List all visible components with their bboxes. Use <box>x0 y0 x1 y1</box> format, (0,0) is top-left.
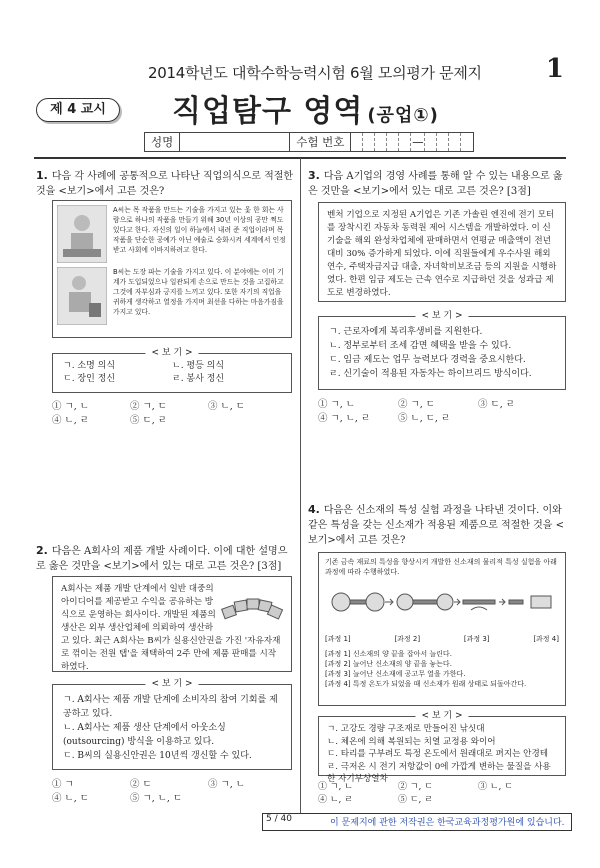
column-divider <box>300 158 301 813</box>
bogi-item: ㄹ. 봉사 정신 <box>172 374 225 384</box>
question-text: 다음 각 사례에 공통적으로 나타난 직업의식으로 적절한 것을 <보기>에서 고른 것은? <box>36 171 294 197</box>
id-digit-cell[interactable] <box>437 133 449 151</box>
step-label: [과정 1] <box>325 635 351 643</box>
student-id-box <box>144 132 474 152</box>
answer-option[interactable]: ① ㄱ, ㄴ <box>52 401 89 412</box>
passage-text: A회사는 제품 개발 단계에서 일반 대중의 아이디어를 제공받고 수익을 공유하는 방식으로 운영하는 회사이다. 개발된 제품의 생산은 외부 생산업체에 의뢰하여 생산하고 있다. 최근 A회사는 B씨가 실용신안권을 가진 '자유자재로 꺾이는 전원 탭'을 채택하여 2주 만에 제품 판매를 시작하였다. <box>61 584 281 672</box>
id-digit-cell[interactable] <box>375 133 387 151</box>
question-4-stem <box>308 502 566 548</box>
bogi-item: ㄷ. B씨의 실용신안권은 10년씩 갱신할 수 있다. <box>63 751 252 761</box>
id-digit-cell[interactable] <box>351 133 363 151</box>
question-2-stem <box>36 543 294 574</box>
question-1-stem <box>36 168 294 199</box>
question-1-bogi <box>52 348 292 393</box>
footer-page: 5 <box>266 814 272 824</box>
answer-option[interactable]: ② ㄱ, ㄷ <box>130 401 167 412</box>
bogi-item: ㄴ. 평등 의식 <box>172 361 225 371</box>
power-strip-image <box>221 589 283 627</box>
answer-option[interactable]: ④ ㄱ, ㄴ, ㄹ <box>318 413 371 424</box>
answer-option[interactable]: ④ ㄴ, ㄹ <box>52 415 89 426</box>
footer-total: 40 <box>280 814 292 824</box>
question-1-cases <box>52 200 292 338</box>
step-description: [과정 4] 특정 온도가 되었을 때 신소재가 원래 상태로 되돌아간다. <box>325 679 527 688</box>
question-3-options <box>318 398 566 426</box>
id-digit-cell[interactable] <box>449 133 461 151</box>
copyright-notice: 이 문제지에 관한 저작권은 한국교육과정평가원에 있습니다. <box>330 818 565 828</box>
answer-option[interactable]: ⑤ ㄴ, ㄷ, ㄹ <box>398 413 451 424</box>
question-text: 다음 A기업의 경영 사례를 통해 알 수 있는 내용으로 옳은 것만을 <보기>에서 있는 대로 고른 것은? [3점] <box>308 171 563 197</box>
step-label: [과정 4] <box>533 635 559 643</box>
bogi-item: ㄴ. 정부로부터 조세 감면 혜택을 받을 수 있다. <box>329 341 512 351</box>
step-description: [과정 3] 늘어난 신소재에 공고무 열을 가한다. <box>325 669 466 678</box>
id-digit-cell[interactable] <box>461 133 473 151</box>
bogi-title: < 보 기 > <box>145 347 198 359</box>
question-4-options <box>318 781 566 807</box>
answer-option[interactable]: ③ ㄴ, ㄷ <box>208 401 245 412</box>
answer-option[interactable]: ④ ㄴ, ㄷ <box>52 793 89 804</box>
bogi-title: < 보 기 > <box>415 310 468 322</box>
answer-option[interactable]: ③ ㄱ, ㄴ <box>208 779 245 790</box>
name-label: 성명 <box>145 133 180 151</box>
subject-subtitle: (공업①) <box>367 105 439 126</box>
question-2-options <box>52 778 292 806</box>
question-number: 4. <box>308 503 320 516</box>
stamp-carver-image <box>57 267 107 325</box>
bogi-item: ㄴ. 체온에 의해 복원되는 치열 교정용 와이어 <box>327 736 496 747</box>
bogi-item: ㄷ. 타리를 구부려도 특정 온도에서 원래대로 펴지는 안경테 <box>327 749 549 759</box>
bogi-item: ㄱ. 고강도 경량 구조재로 만들어진 낚싯대 <box>327 724 485 734</box>
bogi-item: ㄱ. A회사는 제품 개발 단계에 소비자의 참여 기회를 제공하고 있다. <box>63 695 278 719</box>
session-badge: 제 4 교시 <box>36 98 120 122</box>
id-dash: — <box>412 135 424 149</box>
question-3-passage <box>318 202 566 302</box>
experiment-diagram <box>325 580 559 630</box>
passage-text: 벤처 기업으로 지정된 A기업은 기존 가솔린 엔진에 전기 모터를 장착시킨 자동차 동력원 제어 시스템을 개발하였다. 이 신기술을 해외 완성차업체에 판매하면서 연평균 매출액이 전년 대비 30% 증가하게 되었다. 이에 직원들에게 우수사원 해외 연수, 주택자금지급 대출, 자녀학비보조금 등의 지원을 시행하였다. 한편 임금 제도는 근속 연수로 지급하던 것을 성과급 제도로 변경하였다. <box>327 210 557 298</box>
bogi-item: ㄴ. A회사는 제품 생산 단계에서 아웃소싱(outsourcing) 방식을 이용하고 있다. <box>63 723 226 747</box>
id-digit-cell[interactable] <box>387 133 399 151</box>
bogi-item: ㄱ. 근로자에게 복리후생비를 지원한다. <box>329 327 483 337</box>
bogi-title: < 보 기 > <box>145 678 198 690</box>
answer-option[interactable]: ② ㄱ, ㄷ <box>398 782 433 792</box>
answer-option[interactable]: ⑤ ㄷ, ㄹ <box>398 795 433 805</box>
question-1-options <box>52 400 292 428</box>
subject-title-text: 직업탐구 영역 <box>172 94 364 129</box>
name-field[interactable] <box>180 133 290 151</box>
id-label: 수험 번호 <box>290 133 351 151</box>
step-label: [과정 3] <box>463 635 490 643</box>
step-description: [과정 2] 늘어난 신소재의 양 끝을 놓는다. <box>325 659 452 668</box>
subject-title <box>172 86 439 130</box>
case-b-text: B씨는 도장 파는 기술을 가지고 있다. 이 분야에는 이미 기계가 도입되었으나 일관되게 손으로 만드는 것을 고집하고 그것에 자부심과 긍지를 느끼고 있다. 또한 자기의 직업을 귀하게 생각하고 열정을 가지며 최선을 다하는 마음가짐을 가지고 있다. <box>113 268 284 316</box>
question-number: 3. <box>308 169 320 182</box>
question-4-bogi <box>318 711 566 784</box>
footer-slash: / <box>271 814 281 824</box>
experiment-intro: 기존 금속 재료의 특성을 향상시켜 개발한 신소재의 물리적 특성 실험을 아래 과정에 따라 수행하였다. <box>325 558 557 576</box>
bogi-item: ㄷ. 장인 정신 <box>63 374 116 384</box>
question-4-experiment <box>318 552 566 706</box>
question-number: 1. <box>36 169 48 182</box>
id-digit-cell[interactable] <box>363 133 375 151</box>
answer-option[interactable]: ① ㄱ, ㄴ <box>318 782 353 792</box>
answer-option[interactable]: ④ ㄴ, ㄹ <box>318 795 353 805</box>
bogi-item: ㄹ. 신기술이 적용된 자동차는 하이브리드 방식이다. <box>329 369 532 379</box>
bogi-item: ㄱ. 소명 의식 <box>63 361 116 371</box>
question-text: 다음은 신소재의 특성 실험 과정을 나타낸 것이다. 이와 같은 특성을 갖는 신소재가 적용된 제품으로 적절한 것을 <보기>에서 고른 것은? <box>308 505 564 546</box>
step-description: [과정 1] 신소재의 양 끝을 잡아서 늘린다. <box>325 649 452 658</box>
answer-option[interactable]: ② ㄷ <box>130 779 152 790</box>
case-a-text: A씨는 목 작품을 만드는 기술을 가지고 있는 옻 한 회는 사람으로 하나의 작품을 만들기 위해 30년 이상의 공만 쩍도 있다고 한다. 자신의 일이 하늘에서 내려 준 직업이라며 목 작품을 단순한 공예가 아닌 예술로 승화시켜 세계에서 인정 받고 사회에 이바지하려고 한다. <box>113 206 286 254</box>
page-number: 1 <box>545 54 564 84</box>
answer-option[interactable]: ⑤ ㄱ, ㄴ, ㄷ <box>130 793 183 804</box>
answer-option[interactable]: ① ㄱ <box>52 779 74 790</box>
answer-option[interactable]: ⑤ ㄷ, ㄹ <box>130 415 167 426</box>
question-2-passage <box>52 576 292 672</box>
question-3-bogi <box>318 311 566 390</box>
bogi-item: ㄷ. 임금 제도는 업무 능력보다 경력을 중요시한다. <box>329 355 526 365</box>
question-3-stem <box>308 168 566 199</box>
bogi-item: ㄹ. 극저온 시 전기 저항값이 0에 가깝게 변하는 물질을 사용한 자기부상열차 <box>327 761 551 784</box>
question-number: 2. <box>36 544 48 557</box>
answer-option[interactable]: ③ ㄴ, ㄷ <box>478 782 513 792</box>
step-label: [과정 2] <box>394 635 421 643</box>
footer-page-counter <box>266 814 292 824</box>
question-text: 다음은 A회사의 제품 개발 사례이다. 이에 대한 설명으로 옳은 것만을 <보기>에서 있는 대로 고른 것은? [3점] <box>36 546 288 572</box>
answer-option[interactable]: ③ ㄷ, ㄹ <box>478 399 515 410</box>
id-digit-cell[interactable] <box>399 133 411 151</box>
craftsman-image <box>57 205 107 263</box>
question-2-bogi <box>52 679 292 770</box>
exam-title: 2014학년도 대학수학능력시험 6월 모의평가 문제지 <box>148 64 482 82</box>
id-digit-cell[interactable] <box>425 133 437 151</box>
answer-option[interactable]: ② ㄱ, ㄷ <box>398 399 435 410</box>
answer-option[interactable]: ① ㄱ, ㄴ <box>318 399 355 410</box>
bogi-title: < 보 기 > <box>415 710 468 722</box>
